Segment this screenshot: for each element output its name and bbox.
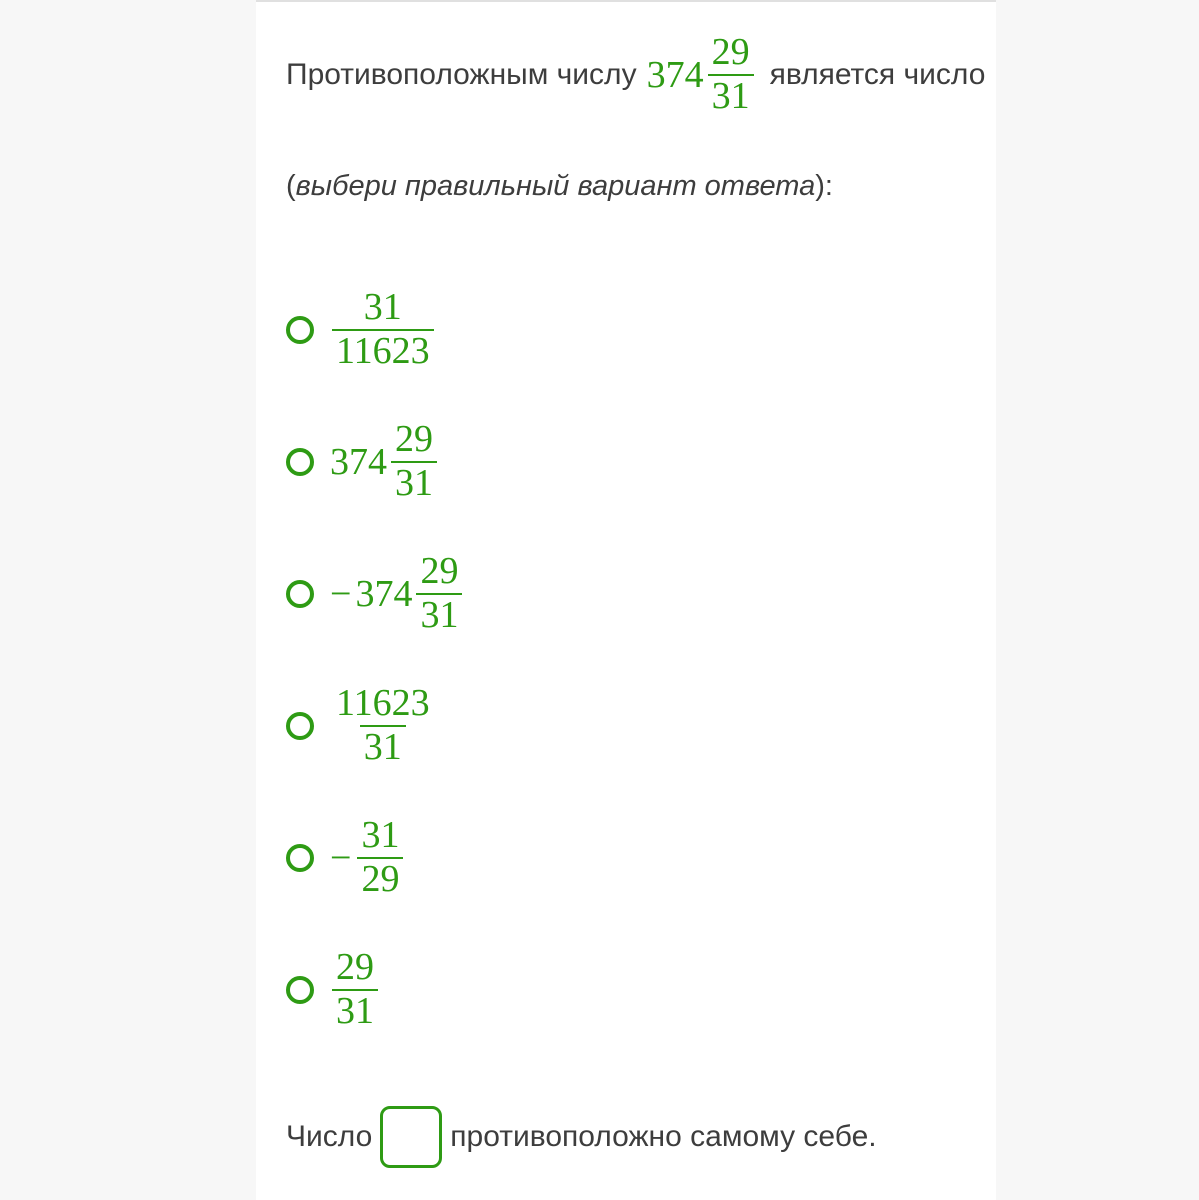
option-value — [330, 683, 434, 769]
radio-button[interactable] — [286, 976, 314, 1004]
option-value — [330, 287, 434, 373]
instruction-text: выбери правильный вариант ответа — [295, 170, 816, 202]
option-numerator: 29 — [420, 550, 459, 593]
question-number-whole: 374 — [646, 53, 704, 96]
question-card — [256, 0, 996, 1200]
question-suffix: является число — [769, 57, 986, 91]
instruction-open: ( — [286, 170, 296, 202]
option-denominator: 11623 — [332, 329, 434, 373]
radio-button[interactable] — [286, 316, 314, 344]
option-denominator: 31 — [332, 989, 378, 1033]
question-line — [286, 32, 985, 118]
fill-in-prefix: Число — [286, 1120, 373, 1153]
question-instruction — [286, 170, 833, 203]
option-whole: 374 — [355, 573, 413, 615]
option-value — [330, 551, 462, 637]
fill-in-question — [286, 1106, 877, 1168]
option-2[interactable] — [286, 396, 462, 528]
radio-button[interactable] — [286, 580, 314, 608]
option-denominator: 31 — [360, 725, 406, 769]
option-numerator: 31 — [363, 286, 402, 329]
question-number-numerator: 29 — [711, 31, 750, 73]
option-value — [330, 947, 378, 1033]
option-numerator: 29 — [395, 418, 433, 461]
question-number-denominator: 31 — [708, 74, 754, 118]
option-3[interactable] — [286, 528, 462, 660]
option-denominator: 29 — [357, 857, 403, 901]
option-5[interactable] — [286, 792, 462, 924]
answer-input[interactable] — [380, 1106, 442, 1168]
option-value — [330, 419, 437, 505]
instruction-close: ): — [815, 170, 833, 202]
option-whole: 374 — [330, 441, 387, 483]
option-denominator: 31 — [416, 593, 462, 637]
radio-button[interactable] — [286, 844, 314, 872]
option-1[interactable] — [286, 264, 462, 396]
option-6[interactable] — [286, 924, 462, 1056]
option-sign: − — [330, 573, 352, 615]
question-number-fraction — [708, 32, 754, 118]
radio-button[interactable] — [286, 712, 314, 740]
option-value — [330, 815, 403, 901]
question-prefix: Противоположным числу — [286, 57, 637, 91]
option-denominator: 31 — [391, 461, 437, 505]
option-4[interactable] — [286, 660, 462, 792]
answer-options — [286, 264, 462, 1056]
question-number — [647, 32, 754, 118]
option-sign: − — [330, 837, 352, 879]
fill-in-suffix: противоположно самому себе. — [450, 1120, 877, 1153]
option-numerator: 11623 — [336, 682, 430, 725]
radio-button[interactable] — [286, 448, 314, 476]
option-numerator: 31 — [361, 814, 400, 857]
option-numerator: 29 — [336, 946, 374, 989]
